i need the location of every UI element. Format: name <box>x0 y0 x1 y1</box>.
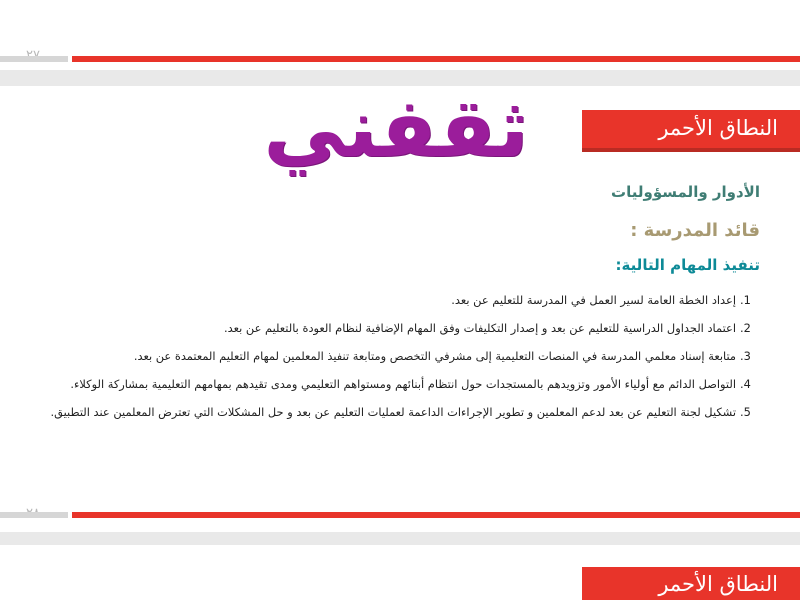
school-leader-heading: قائد المدرسة : <box>630 220 760 241</box>
list-item-number: .1 <box>740 293 751 307</box>
tasks-list <box>48 287 768 425</box>
list-item-number: .4 <box>740 377 751 391</box>
list-item-text: متابعة إسناد معلمي المدرسة في المنصات التعليمية إلى مشرفي التخصص ومتابعة تنفيذ المعلمين لمهام التعليم المعتمدة عن بعد. <box>133 349 736 363</box>
footer-bar <box>72 512 800 518</box>
list-item <box>48 343 768 369</box>
list-item-number: .2 <box>740 321 751 335</box>
list-item-number: .5 <box>740 405 751 419</box>
tasks-heading: تنفيذ المهام التالية: <box>615 256 760 274</box>
list-item-text: اعتماد الجداول الدراسية للتعليم عن بعد و إصدار التكليفات وفق المهام الإضافية لنظام العودة بالتعليم عن بعد. <box>224 321 736 335</box>
list-item <box>48 371 768 397</box>
section-banner-title: النطاق الأحمر <box>658 116 778 140</box>
list-item <box>48 287 768 313</box>
list-item-text: التواصل الدائم مع أولياء الأمور وتزويدهم بالمستجدات حول انتظام أبنائهم ومستواهم التعليمي ومدى تقيدهم بمهامهم التعليمية بمشاركة الوكلاء. <box>70 377 736 391</box>
list-item <box>48 399 768 425</box>
list-item <box>48 315 768 341</box>
list-item-text: تشكيل لجنة التعليم عن بعد لدعم المعلمين و تطوير الإجراءات الداعمة لعمليات التعليم عن بعد و حل المشكلات التي تعترض المعلمين عند التطبيق. <box>50 405 736 419</box>
roles-heading: الأدوار والمسؤوليات <box>611 183 760 201</box>
next-section-banner-title: النطاق الأحمر <box>658 572 778 596</box>
next-page <box>0 545 800 600</box>
list-item-number: .3 <box>740 349 751 363</box>
section-banner-shadow <box>582 148 800 152</box>
footer-strip <box>0 56 68 62</box>
watermark-logo: ثقفني <box>263 80 529 176</box>
list-item-text: إعداد الخطة العامة لسير العمل في المدرسة للتعليم عن بعد. <box>451 293 736 307</box>
footer-strip <box>0 512 68 518</box>
